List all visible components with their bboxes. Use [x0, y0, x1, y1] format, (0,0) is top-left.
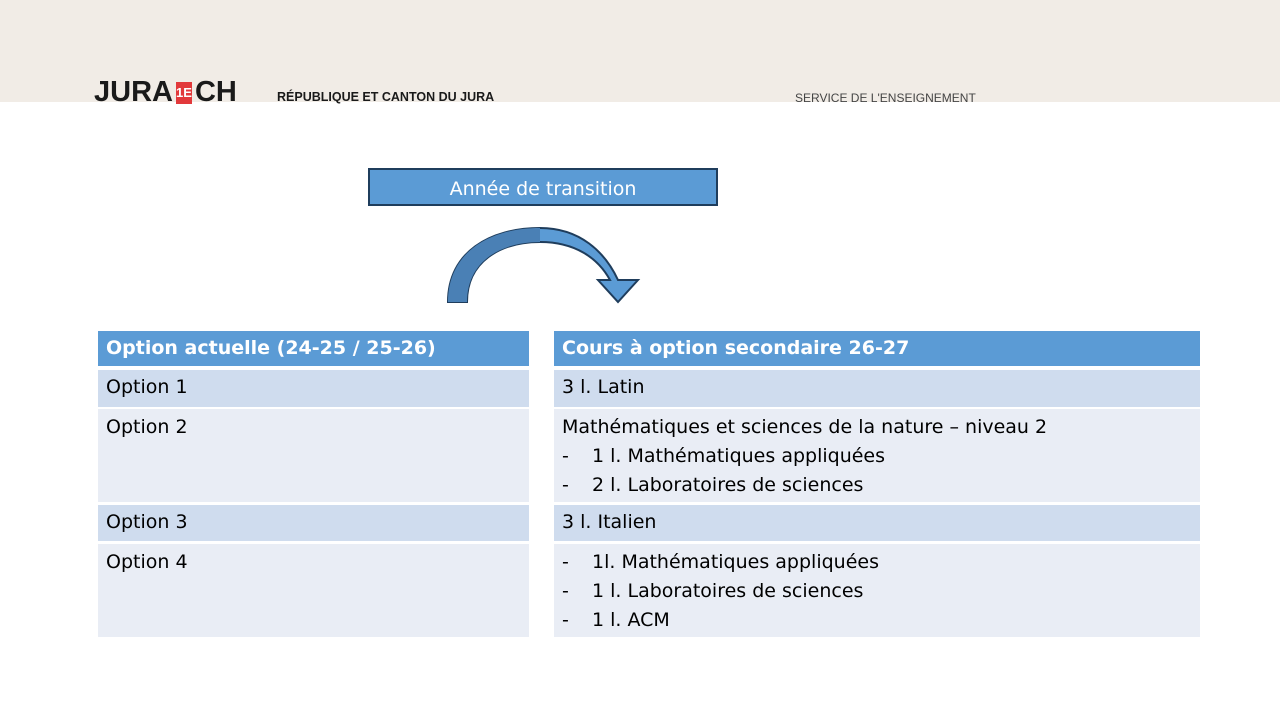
row-2-left: Option 2: [98, 409, 529, 502]
list-item: - 1l. Mathématiques appliquées: [562, 551, 879, 573]
row-3-left: Option 3: [98, 505, 529, 541]
row-1-right: 3 l. Latin: [554, 370, 1200, 407]
logo-text: JURA: [94, 76, 173, 108]
row-3-right: 3 l. Italien: [554, 505, 1200, 541]
transition-title: Année de transition: [368, 168, 718, 206]
republic-label: RÉPUBLIQUE ET CANTON DU JURA: [277, 90, 495, 104]
curved-arrow-icon: [440, 222, 650, 312]
row-1-left: Option 1: [98, 370, 529, 407]
row-4-left: Option 4: [98, 544, 529, 637]
header-current-option: Option actuelle (24-25 / 25-26): [98, 331, 529, 366]
list-item: - 1 l. Laboratoires de sciences: [562, 580, 864, 602]
list-item: - 1 l. Mathématiques appliquées: [562, 445, 886, 467]
list-item: - 2 l. Laboratoires de sciences: [562, 474, 864, 496]
course-title: Mathématiques et sciences de la nature – niveau 2: [562, 416, 1048, 438]
jura-logo: [94, 76, 237, 109]
service-label: SERVICE DE L'ENSEIGNEMENT: [795, 91, 976, 105]
list-item: - 1 l. ACM: [562, 609, 670, 631]
logo-text: CH: [194, 76, 237, 108]
header-secondary-course: Cours à option secondaire 26-27: [554, 331, 1200, 366]
row-2-right: [554, 409, 1200, 502]
row-4-right: [554, 544, 1200, 637]
flag-icon: 1E: [176, 82, 192, 104]
